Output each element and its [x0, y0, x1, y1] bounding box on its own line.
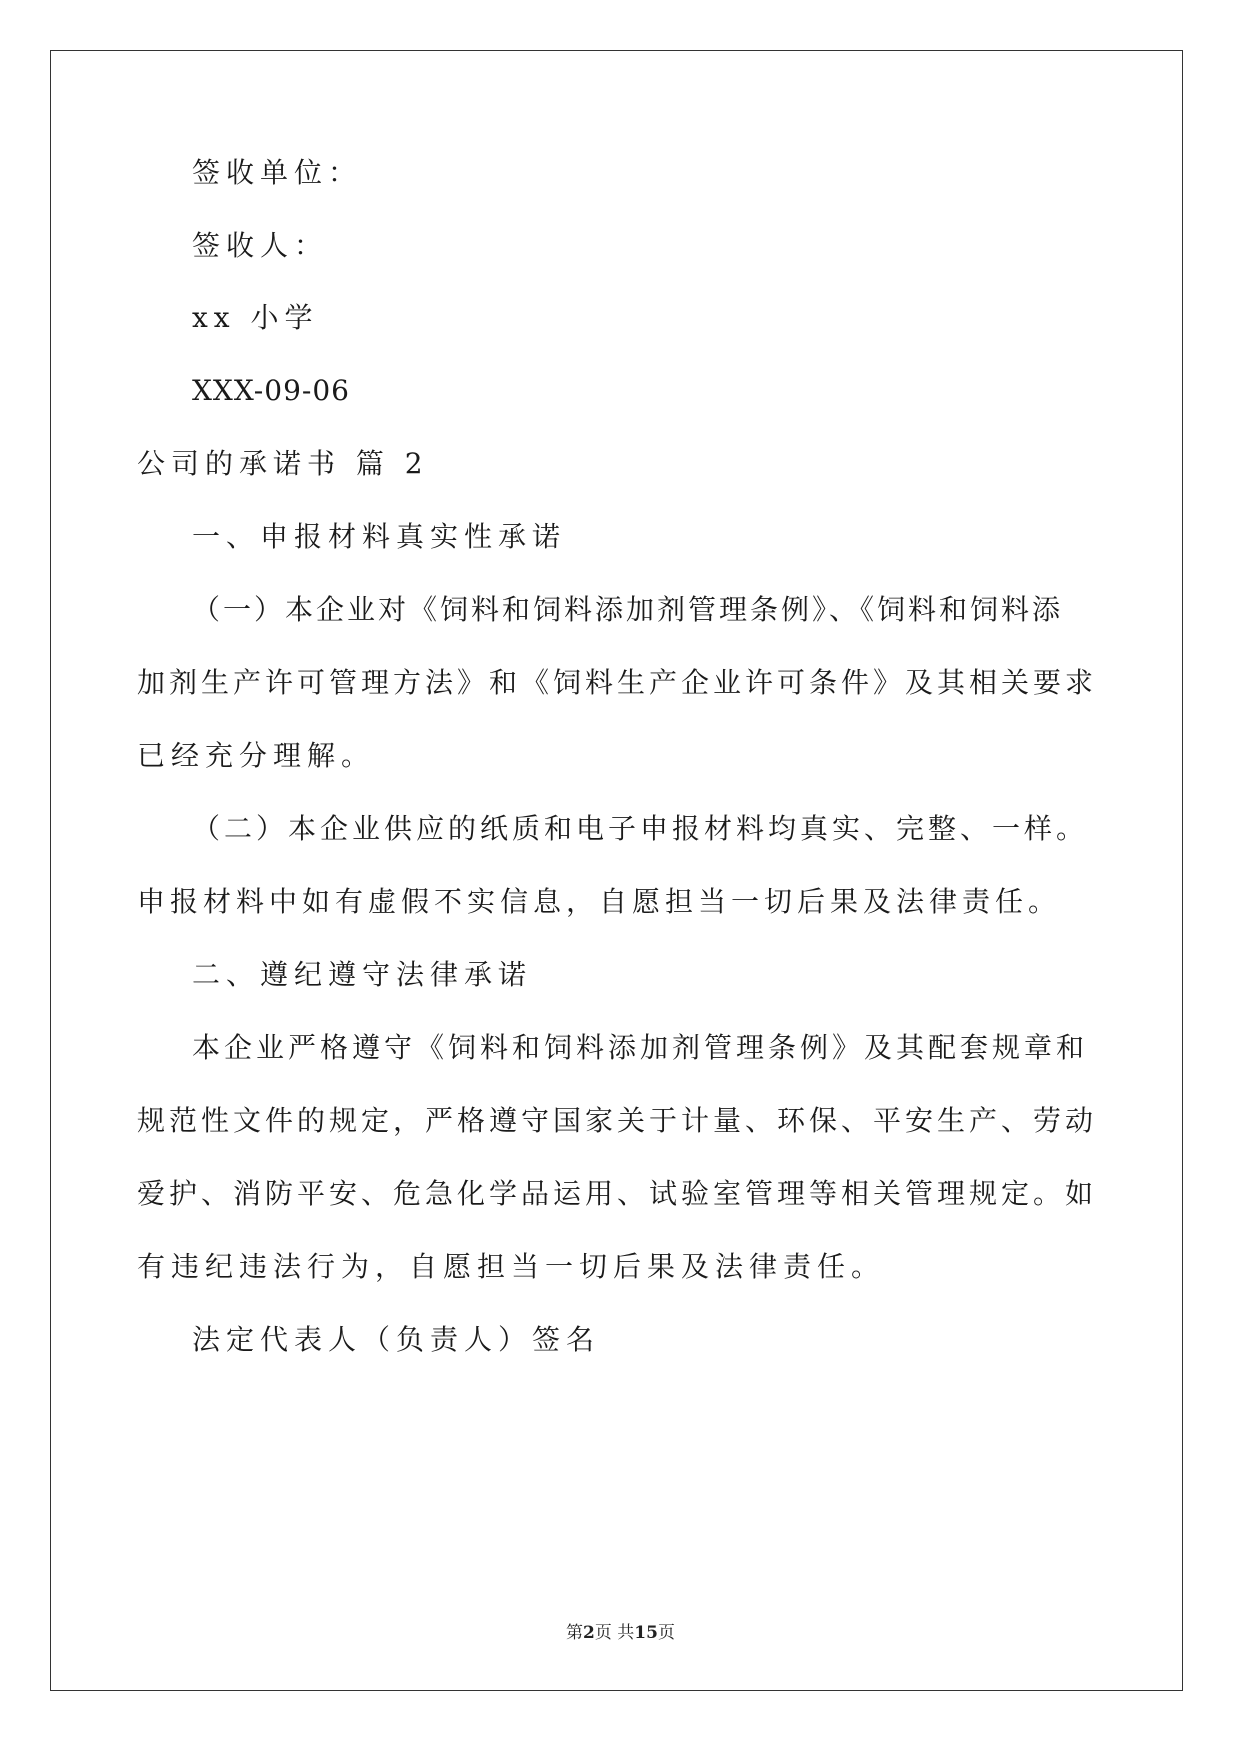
signature-line: 法定代表人（负责人）签名 — [192, 1323, 601, 1356]
paragraph-1-line-3: 已经充分理解。 — [137, 739, 376, 772]
part2-title: 二、遵纪遵守法律承诺 — [192, 958, 533, 991]
paragraph-3-line-4: 有违纪违法行为，自愿担当一切后果及法律责任。 — [137, 1250, 886, 1283]
signoff-person-label: 签收人： — [192, 229, 329, 262]
page-border — [50, 50, 1183, 1691]
footer-current-page: 2 — [583, 1623, 595, 1643]
paragraph-3-line-2: 规范性文件的规定，严格遵守国家关于计量、环保、平安生产、劳动 — [137, 1104, 1098, 1137]
footer-total-pages: 15 — [634, 1623, 658, 1643]
signoff-date: XXX-09-06 — [192, 374, 350, 407]
page-footer — [0, 1618, 1241, 1643]
paragraph-1-line-1: （一）本企业对《饲料和饲料添加剂管理条例》、《饲料和饲料添 — [192, 593, 1064, 626]
part1-title: 一、申报材料真实性承诺 — [192, 520, 567, 553]
section-heading: 公司的承诺书 篇 2 — [137, 447, 429, 480]
paragraph-1-line-2: 加剂生产许可管理方法》和《饲料生产企业许可条件》及其相关要求 — [137, 666, 1098, 699]
signoff-unit-label: 签收单位： — [192, 156, 363, 189]
footer-prefix: 第 — [566, 1623, 584, 1643]
paragraph-2-line-1: （二）本企业供应的纸质和电子申报材料均真实、完整、一样。 — [192, 812, 1089, 845]
paragraph-2-line-2: 申报材料中如有虚假不实信息，自愿担当一切后果及法律责任。 — [137, 885, 1062, 918]
footer-suffix: 页 — [657, 1623, 675, 1643]
paragraph-3-line-3: 爱护、消防平安、危急化学品运用、试验室管理等相关管理规定。如 — [137, 1177, 1098, 1210]
signoff-org: xx 小学 — [192, 301, 319, 334]
paragraph-3-line-1: 本企业严格遵守《饲料和饲料添加剂管理条例》及其配套规章和 — [192, 1031, 1089, 1064]
footer-mid: 页 共 — [594, 1623, 635, 1643]
